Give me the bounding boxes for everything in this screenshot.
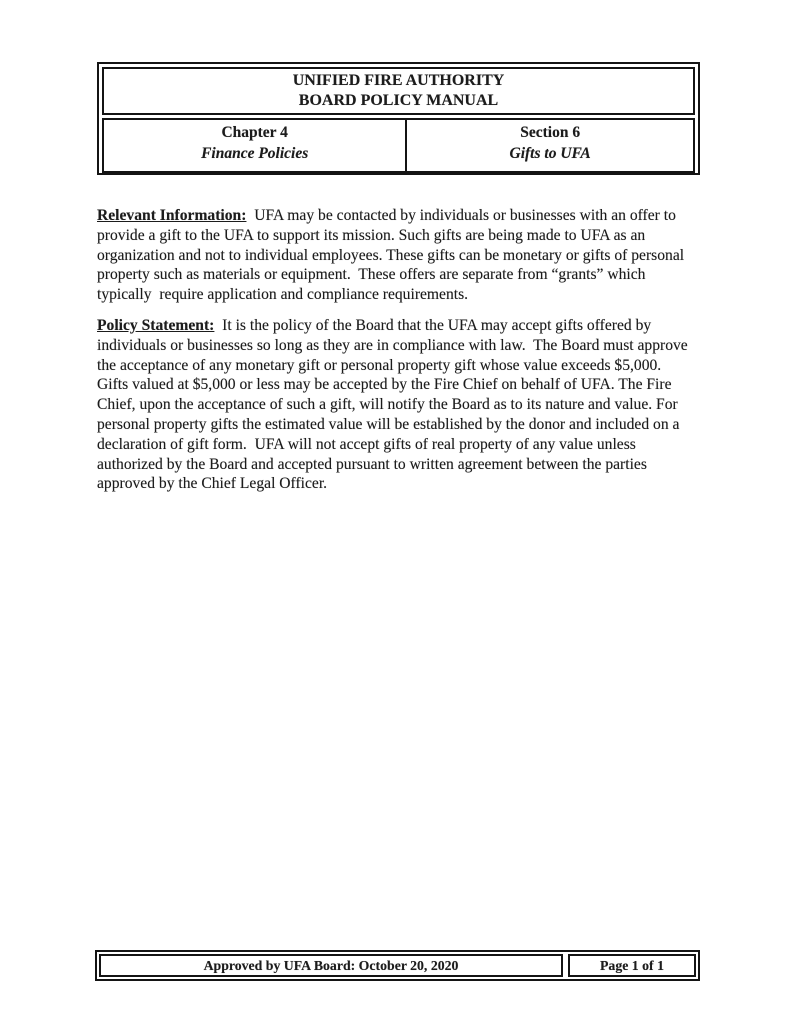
- chapter-label: Chapter 4: [221, 124, 288, 141]
- header-table: [97, 62, 700, 175]
- page-number-text: Page 1 of 1: [600, 958, 664, 973]
- document-body: [97, 206, 695, 505]
- paragraph-heading: Policy Statement:: [97, 316, 215, 334]
- document-title-line2: BOARD POLICY MANUAL: [298, 92, 499, 109]
- section-cell: [407, 120, 693, 171]
- paragraph-text: UFA may be contacted by individuals or businesses with an offer to provide a gift to the UFA to support its mission. Such gifts are being made to UFA as an organization and not to individual employees. These gifts can be monetary or gifts of personal property such as materials or equipment. These offers are separate from “grants” which typically require application and compliance requirements.: [97, 207, 688, 304]
- document-title-cell: [102, 67, 695, 115]
- footer-table: [95, 950, 700, 981]
- approval-text: Approved by UFA Board: October 20, 2020: [203, 958, 459, 973]
- paragraph-text: It is the policy of the Board that the UFA may accept gifts offered by individuals or businesses so long as they are in compliance with law. The Board must approve the acceptance of any monetary gift or personal property gift whose value exceeds $5,000. Gifts valued at $5,000 or less may be accepted by the Fire Chief on behalf of UFA. The Fire Chief, upon the acceptance of such a gift, will notify the Board as to its nature and value. For personal property gifts the estimated value will be established by the donor and included on a declaration of gift form. UFA will not accept gifts of real property of any value unless authorized by the Board and accepted pursuant to written agreement between the parties approved by the Chief Legal Officer.: [97, 316, 696, 493]
- approval-cell: [99, 954, 563, 977]
- chapter-name: Finance Policies: [201, 145, 309, 162]
- page-number-cell: [568, 954, 696, 977]
- paragraph-heading: Relevant Information:: [97, 207, 247, 224]
- paragraph-relevant-information: [97, 206, 695, 305]
- paragraph-policy-statement: [97, 316, 695, 494]
- section-label: Section 6: [520, 124, 581, 141]
- chapter-cell: [104, 120, 407, 171]
- section-name: Gifts to UFA: [509, 145, 591, 162]
- header-row: [102, 118, 695, 173]
- document-title-line1: UNIFIED FIRE AUTHORITY: [292, 72, 505, 89]
